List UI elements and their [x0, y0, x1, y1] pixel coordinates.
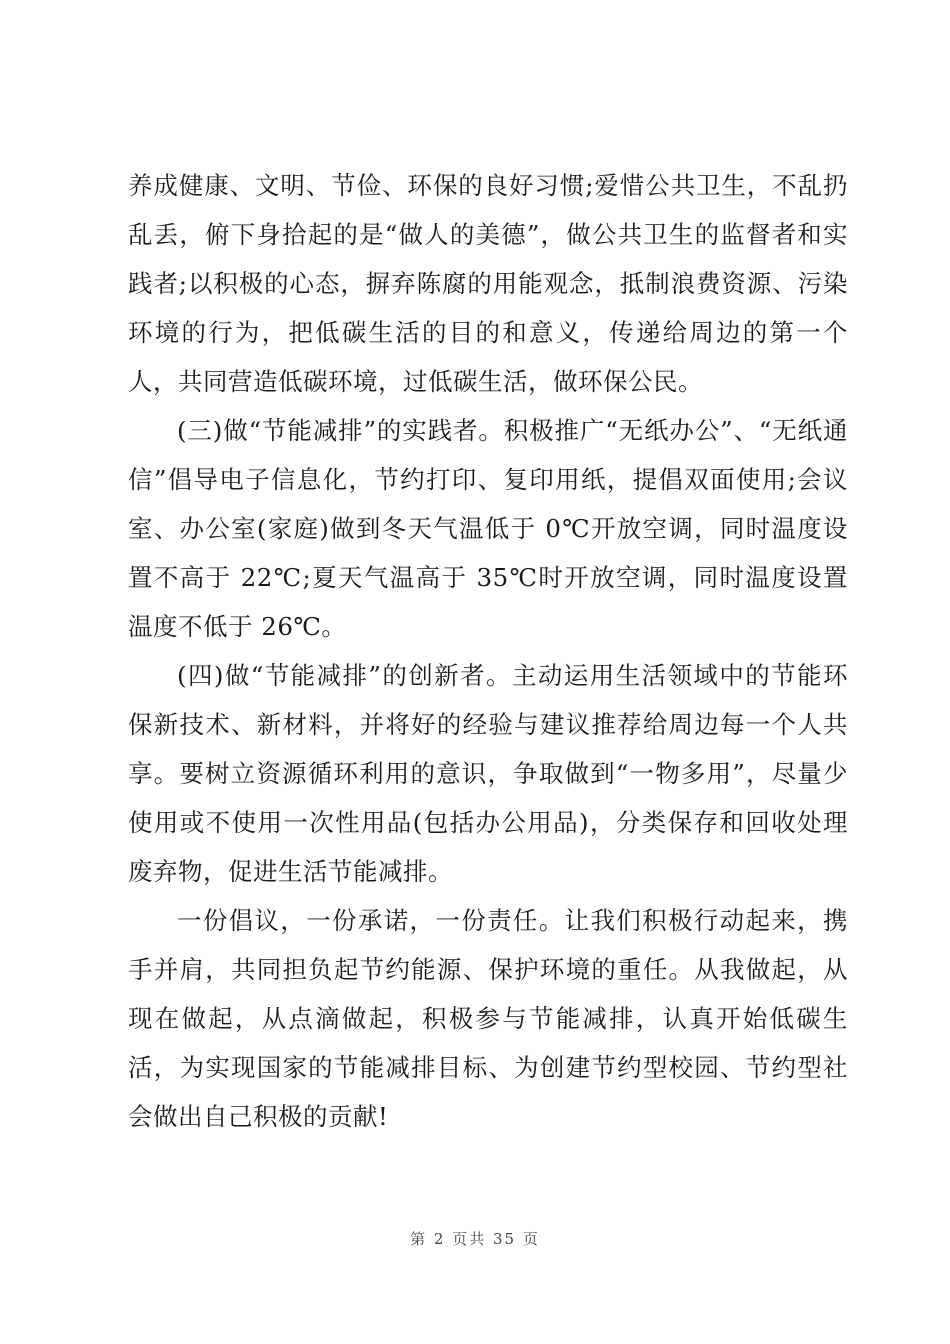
page-number-footer: 第 2 页共 35 页	[410, 1230, 540, 1248]
paragraph-section-three: (三)做“节能减排”的实践者。积极推广“无纸办公”、“无纸通信”倡导电子信息化，节约打印、复印用纸，提倡双面使用;会议室、办公室(家庭)做到冬天气温低于 0℃开放空调，同时温度设置不高于 22℃;夏天气温高于 35℃时开放空调，同时温度设置温度不低于 26℃。	[128, 416, 848, 641]
paragraph-section-four: (四)做“节能减排”的创新者。主动运用生活领域中的节能环保新技术、新材料，并将好的经验与建议推荐给周边每一个人共享。要树立资源循环利用的意识，争取做到“一物多用”，尽量少使用或不使用一次性用品(包括办公用品)，分类保存和回收处理废弃物，促进生活节能减排。	[128, 661, 848, 886]
document-body	[128, 161, 848, 1141]
paragraph-continuation: 养成健康、文明、节俭、环保的良好习惯;爱惜公共卫生，不乱扔乱丢，俯下身拾起的是“做人的美德”，做公共卫生的监督者和实践者;以积极的心态，摒弃陈腐的用能观念，抵制浪费资源、污染环境的行为，把低碳生活的目的和意义，传递给周边的第一个人，共同营造低碳环境，过低碳生活，做环保公民。	[128, 171, 848, 396]
paragraph-closing: 一份倡议，一份承诺，一份责任。让我们积极行动起来，携手并肩，共同担负起节约能源、保护环境的重任。从我做起，从现在做起，从点滴做起，积极参与节能减排，认真开始低碳生活，为实现国家的节能减排目标、为创建节约型校园、节约型社会做出自己积极的贡献!	[128, 906, 848, 1131]
